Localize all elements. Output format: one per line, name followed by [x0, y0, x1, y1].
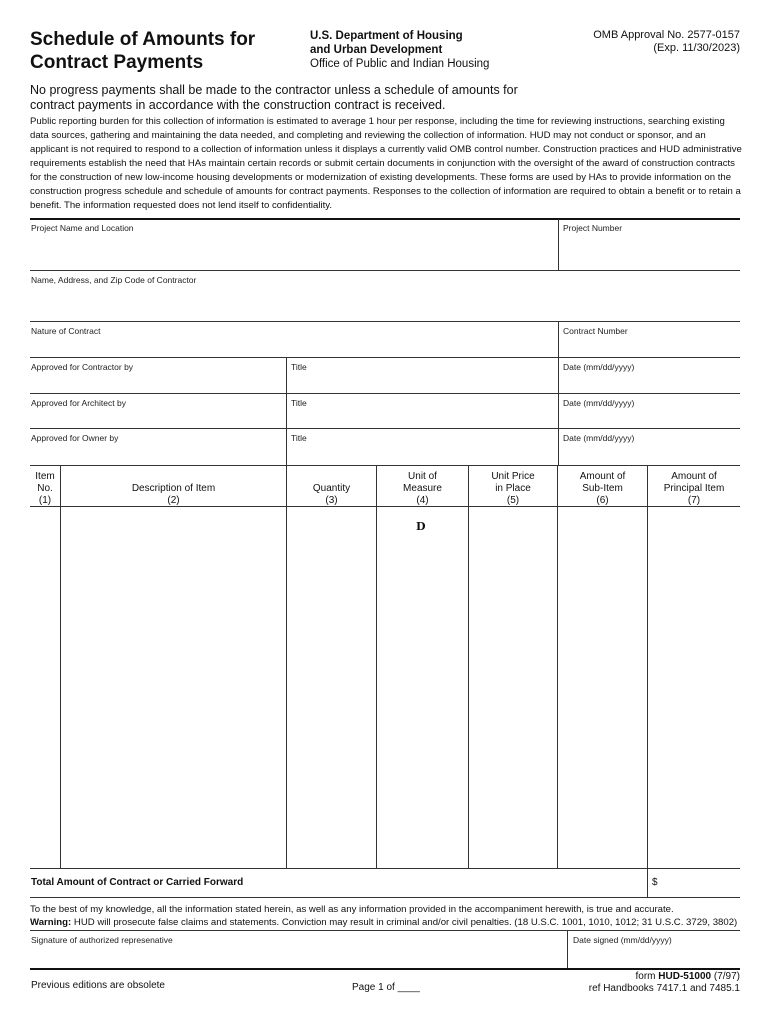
approved-contractor-label: Approved for Contractor by: [31, 362, 134, 372]
approved-architect-field[interactable]: [30, 410, 284, 428]
form-title: [30, 28, 255, 74]
col-description-header: Description of Item (2): [131, 483, 216, 506]
col-amount-subitem-header: Amount of Sub-Item (6): [579, 471, 626, 506]
nature-of-contract-field[interactable]: [30, 338, 556, 356]
architect-date-label: Date (mm/dd/yyyy): [563, 398, 635, 408]
contractor-address-field[interactable]: [30, 287, 740, 320]
approved-architect-label: Approved for Architect by: [31, 398, 126, 408]
date-signed-field[interactable]: [569, 947, 740, 967]
owner-title-field[interactable]: [288, 445, 556, 463]
project-name-field[interactable]: [30, 235, 556, 269]
contractor-address-label: Name, Address, and Zip Code of Contractor: [31, 275, 197, 285]
date-signed-label: Date signed (mm/dd/yyyy): [573, 935, 672, 945]
form-reference: form HUD-51000 (7/97) ref Handbooks 7417.1 and 7485.1: [588, 971, 740, 994]
scan-mark: D: [416, 520, 426, 533]
col-amount-principal-header: Amount of Principal Item (7): [663, 471, 725, 506]
warning-text: HUD will prosecute false claims and statements. Conviction may result in criminal and/or civil penalties. (18 U.S.C. 1001, 1010, 1012; 31 U.S.C. 3729, 3802): [73, 917, 738, 928]
project-number-field[interactable]: [560, 235, 740, 269]
omb-number: OMB Approval No. 2577-0157: [593, 29, 740, 41]
approved-owner-field[interactable]: [30, 445, 284, 463]
project-name-label: Project Name and Location: [31, 223, 134, 233]
contractor-title-label: Title: [291, 362, 307, 372]
certification-text: To the best of my knowledge, all the information stated herein, as well as any information provided in the accompaniment herewith, is true and accurate.: [30, 904, 674, 915]
table-body-entry-area[interactable]: [30, 507, 740, 868]
col-unit-price-header: Unit Price in Place (5): [491, 471, 535, 506]
col-unit-measure-header: Unit of Measure (4): [403, 471, 442, 506]
burden-statement: Public reporting burden for this collection of information is estimated to average 1 hour per response, including the time for reviewing instructions, searching existing data sources, gathering and maintaining the data needed, and completing and reviewing the collection of information. HUD may not conduct or sponsor, and an applicant is not required to respond to a collection of information unless it displays a currently valid OMB control number. Construction practices and HUD administrative requirements establish the need that HAs maintain certain records or submit certain documents in conjunction with the oversight of the award of construction contracts for the construction of new low-income housing developments or modernization of existing developments. These forms are used by HAs to provide information on the construction progress schedule and schedule of amounts for contract payments. Responses to the collection of information are required to obtain a benefit or to retain a benefit. The information requested does not lend itself to confidentiality.: [30, 116, 742, 211]
col-item-no-header: Item No. (1): [35, 471, 55, 506]
contractor-title-field[interactable]: [288, 374, 556, 392]
department-line1: U.S. Department of Housing: [310, 30, 463, 42]
owner-date-label: Date (mm/dd/yyyy): [563, 433, 635, 443]
owner-date-field[interactable]: [560, 445, 740, 463]
certification-statement: [30, 903, 742, 929]
architect-date-field[interactable]: [560, 410, 740, 428]
contractor-date-field[interactable]: [560, 374, 740, 392]
department-line2: and Urban Development: [310, 44, 443, 56]
handbooks-reference: ref Handbooks 7417.1 and 7485.1: [588, 983, 740, 994]
previous-editions-note: Previous editions are obsolete: [31, 980, 165, 991]
project-number-label: Project Number: [563, 223, 623, 233]
architect-title-label: Title: [291, 398, 307, 408]
form-title-line1: Schedule of Amounts for: [30, 29, 256, 50]
signature-field[interactable]: [30, 947, 565, 967]
contractor-date-label: Date (mm/dd/yyyy): [563, 362, 635, 372]
omb-expiration: (Exp. 11/30/2023): [653, 42, 740, 54]
nature-of-contract-label: Nature of Contract: [31, 326, 101, 336]
approved-owner-label: Approved for Owner by: [31, 433, 119, 443]
total-amount-dollar: $: [652, 877, 658, 888]
page-number: Page 1 of ____: [352, 982, 420, 993]
form-title-line2: Contract Payments: [30, 52, 204, 73]
col-quantity-header: Quantity (3): [312, 483, 351, 506]
owner-title-label: Title: [291, 433, 307, 443]
total-amount-field[interactable]: [660, 870, 740, 896]
department-block: [310, 29, 489, 71]
architect-title-field[interactable]: [288, 410, 556, 428]
signature-label: Signature of authorized represenative: [31, 935, 173, 945]
omb-approval: [593, 29, 740, 55]
progress-payment-notice: No progress payments shall be made to the contractor unless a schedule of amounts for contract payments in accordance with the construction contract is received.: [30, 83, 518, 112]
approved-contractor-field[interactable]: [30, 374, 284, 392]
contract-number-field[interactable]: [560, 338, 740, 356]
warning-label: Warning:: [30, 917, 72, 928]
form-id: HUD-51000: [658, 971, 712, 982]
total-amount-label: Total Amount of Contract or Carried Forward: [31, 877, 244, 888]
contract-number-label: Contract Number: [563, 326, 628, 336]
office-line: Office of Public and Indian Housing: [310, 58, 490, 70]
